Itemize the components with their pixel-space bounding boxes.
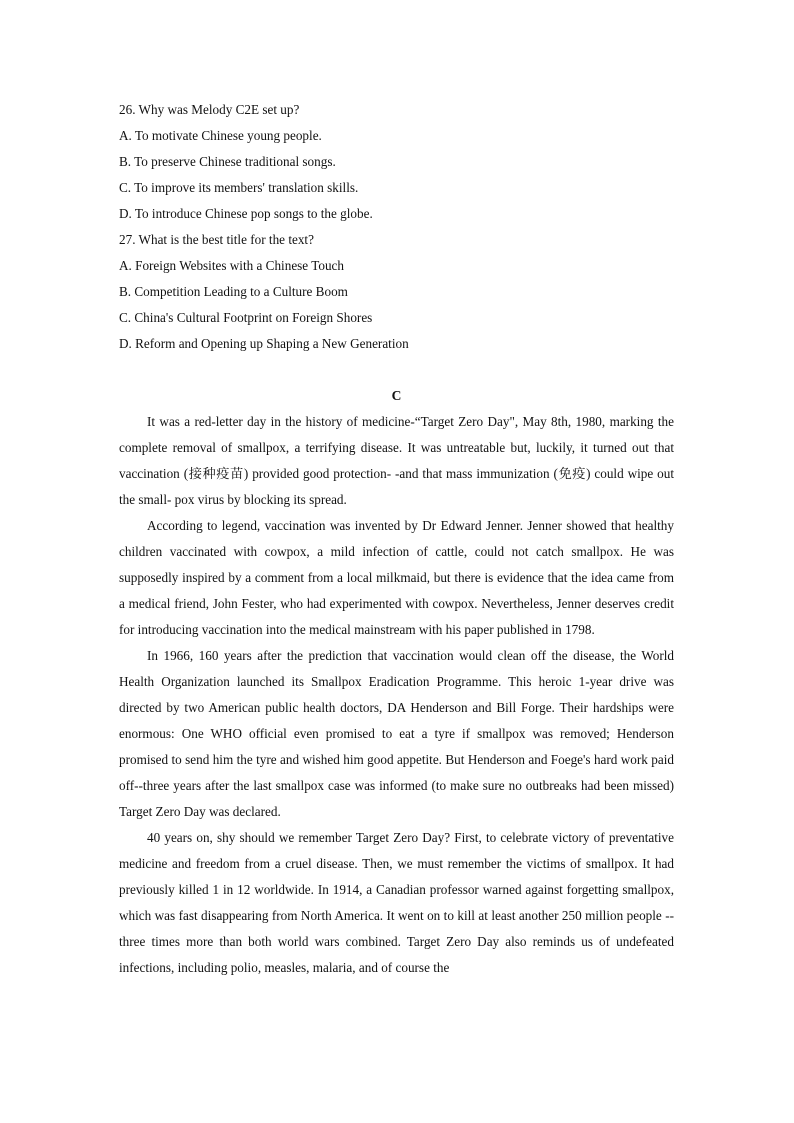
- question-26-stem: 26. Why was Melody C2E set up?: [119, 102, 300, 117]
- passage-paragraph-4: 40 years on, shy should we remember Target Zero Day? First, to celebrate victory of preventative medicine and freedom from a cruel disease. Then, we must remember the victims of smallpox. It had previously killed 1 in 12 worldwide. In 1914, a Canadian professor warned against forgetting smallpox, which was fast disappearing from North America. It went on to kill at least another 250 million people -- three times more than both world wars combined. Target Zero Day also reminds us of undefeated infections, including polio, measles, malaria, and of course the: [119, 830, 674, 975]
- question-block: [119, 99, 679, 359]
- question-26-option-b: B. To preserve Chinese traditional songs.: [119, 154, 336, 169]
- passage-paragraph-3: In 1966, 160 years after the prediction that vaccination would clean off the disease, the World Health Organization launched its Smallpox Eradication Programme. This heroic 1-year drive was directed by two American public health doctors, DA Henderson and Bill Forge. Their hardships were enormous: One WHO official even promised to eat a tyre if smallpox was removed; Henderson promised to send him the tyre and wished him good appetite. But Henderson and Foege's hard work paid off--three years after the last smallpox case was informed (to make sure no outbreaks had been missed) Target Zero Day was declared.: [119, 648, 674, 819]
- question-26-option-a: A. To motivate Chinese young people.: [119, 128, 322, 143]
- passage-paragraph-2: According to legend, vaccination was invented by Dr Edward Jenner. Jenner showed that healthy children vaccinated with cowpox, a mild infection of cattle, could not catch smallpox. He was supposedly inspired by a comment from a local milkmaid, but there is evidence that the idea came from a medical friend, John Fester, who had experimented with cowpox. Nevertheless, Jenner deserves credit for introducing vaccination into the medical mainstream with his paper published in 1798.: [119, 518, 674, 637]
- passage-paragraph-1: It was a red-letter day in the history of medicine-“Target Zero Day", May 8th, 1980, marking the complete removal of smallpox, a terrifying disease. It was untreatable but, luckily, it turned out that vaccination (接种疫苗) provided good protection- -and that mass immunization (免疫) could wipe out the small- pox virus by blocking its spread.: [119, 414, 674, 507]
- passage-text: [119, 409, 674, 981]
- question-27-stem: 27. What is the best title for the text?: [119, 232, 314, 247]
- question-27-option-a: A. Foreign Websites with a Chinese Touch: [119, 258, 344, 273]
- question-27-option-d: D. Reform and Opening up Shaping a New Generation: [119, 336, 409, 351]
- question-27-option-c: C. China's Cultural Footprint on Foreign Shores: [119, 310, 373, 325]
- section-heading: C: [391, 388, 402, 403]
- question-26-option-d: D. To introduce Chinese pop songs to the globe.: [119, 206, 373, 221]
- question-26-option-c: C. To improve its members' translation skills.: [119, 180, 359, 195]
- question-27-option-b: B. Competition Leading to a Culture Boom: [119, 284, 348, 299]
